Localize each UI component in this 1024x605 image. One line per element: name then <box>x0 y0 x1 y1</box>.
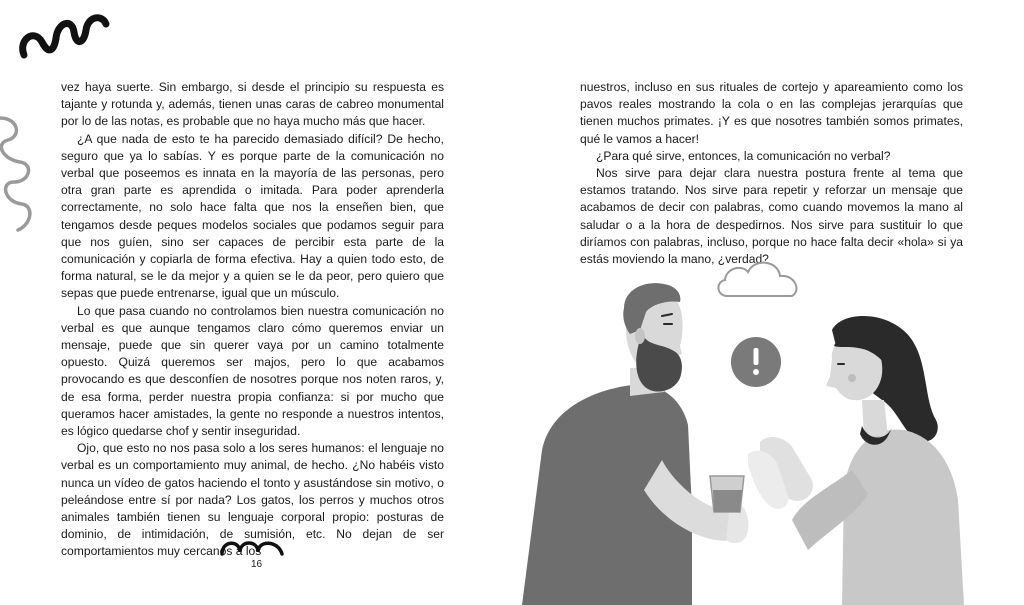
right-page <box>512 0 1024 605</box>
spiral-decoration <box>0 110 40 240</box>
paragraph: ¿A que nada de esto te ha parecido demasiado difícil? De hecho, seguro que ya lo sabías. Y es porque parte de la comunicación no verbal que poseemos es innata en la mayoría de las personas, pero otra gran parte es aprendida o imitada. Para poder aprenderla correctamente, no solo hace falta que nos la enseñen bien, que tengamos desde peques modelos sociales que podamos seguir para que nos guíen, sino ser capaces de percibir esta parte de la comunicación y copiarla de forma efectiva. Hay a quien todo esto, de forma natural, se le da mejor y a quien se le da peor, pero quiero que sepas que puede entrenarse, igual que un músculo. <box>61 131 444 301</box>
paragraph: Ojo, que esto no nos pasa solo a los seres humanos: el lenguaje no verbal es un comportamiento muy animal, de hecho. ¿No habéis visto nunca un vídeo de gatos haciendo el tonto y asustándose sin motivo, o peleándose entre sí por nada? Los gatos, los perros y muchos otros animales también tienen su lenguaje corporal propio: posturas de dominio, de intimidación, de sumisión, etc. No dejan de ser comportamientos muy cercanos a los <box>61 441 444 559</box>
paragraph: Lo que pasa cuando no controlamos bien nuestra comunicación no verbal es que aunque tengamos claro cómo queremos enviar un mensaje, puede que sin querer vaya por un camino totalmente opuesto. Quizá queremos ser majos, pero lo que acabamos provocando es que desconfíen de nosotres porque nos noten raros, y, de esa forma, perder nuestra propia confianza: si por mucho que queramos hacer amistades, la gente no responde a nuestros intentos, es lógico quedarse chof y sentir inseguridad. <box>61 303 444 439</box>
conversation-illustration <box>512 250 1024 605</box>
cloud-icon <box>718 263 796 296</box>
paragraph: nuestros, incluso en sus rituales de cortejo y apareamiento como los pavos reales mostrando la cola o en las complejas jerarquías que tienen muchos primates. ¡Y es que nosotres también somos primates, qué le vamos a hacer! <box>580 80 963 146</box>
left-page-body <box>61 79 444 561</box>
man-figure <box>522 283 748 605</box>
paragraph: ¿Para qué sirve, entonces, la comunicación no verbal? <box>596 148 891 163</box>
page-number: 16 <box>251 559 263 570</box>
page-ornament <box>218 536 288 558</box>
exclamation-icon <box>731 337 781 387</box>
squiggle-decoration <box>14 0 114 72</box>
paragraph: vez haya suerte. Sin embargo, si desde el principio su respuesta es tajante y rotunda y, además, tienen unas caras de cabreo monumental por lo de las notas, es probable que no haya mucho más que hacer. <box>61 80 444 129</box>
paragraph: Nos sirve para dejar clara nuestra postura frente al tema que estamos tratando. Nos sirve para repetir y reforzar un mensaje que acabamos de decir con palabras, como cuando movemos la mano al saludar o a la hora de despedirnos. Nos sirve para sustituir lo que diríamos con palabras, incluso, porque no hace falta decir «hola» si ya estás moviendo la mano, ¿verdad? <box>580 166 963 267</box>
right-page-body <box>580 79 963 268</box>
